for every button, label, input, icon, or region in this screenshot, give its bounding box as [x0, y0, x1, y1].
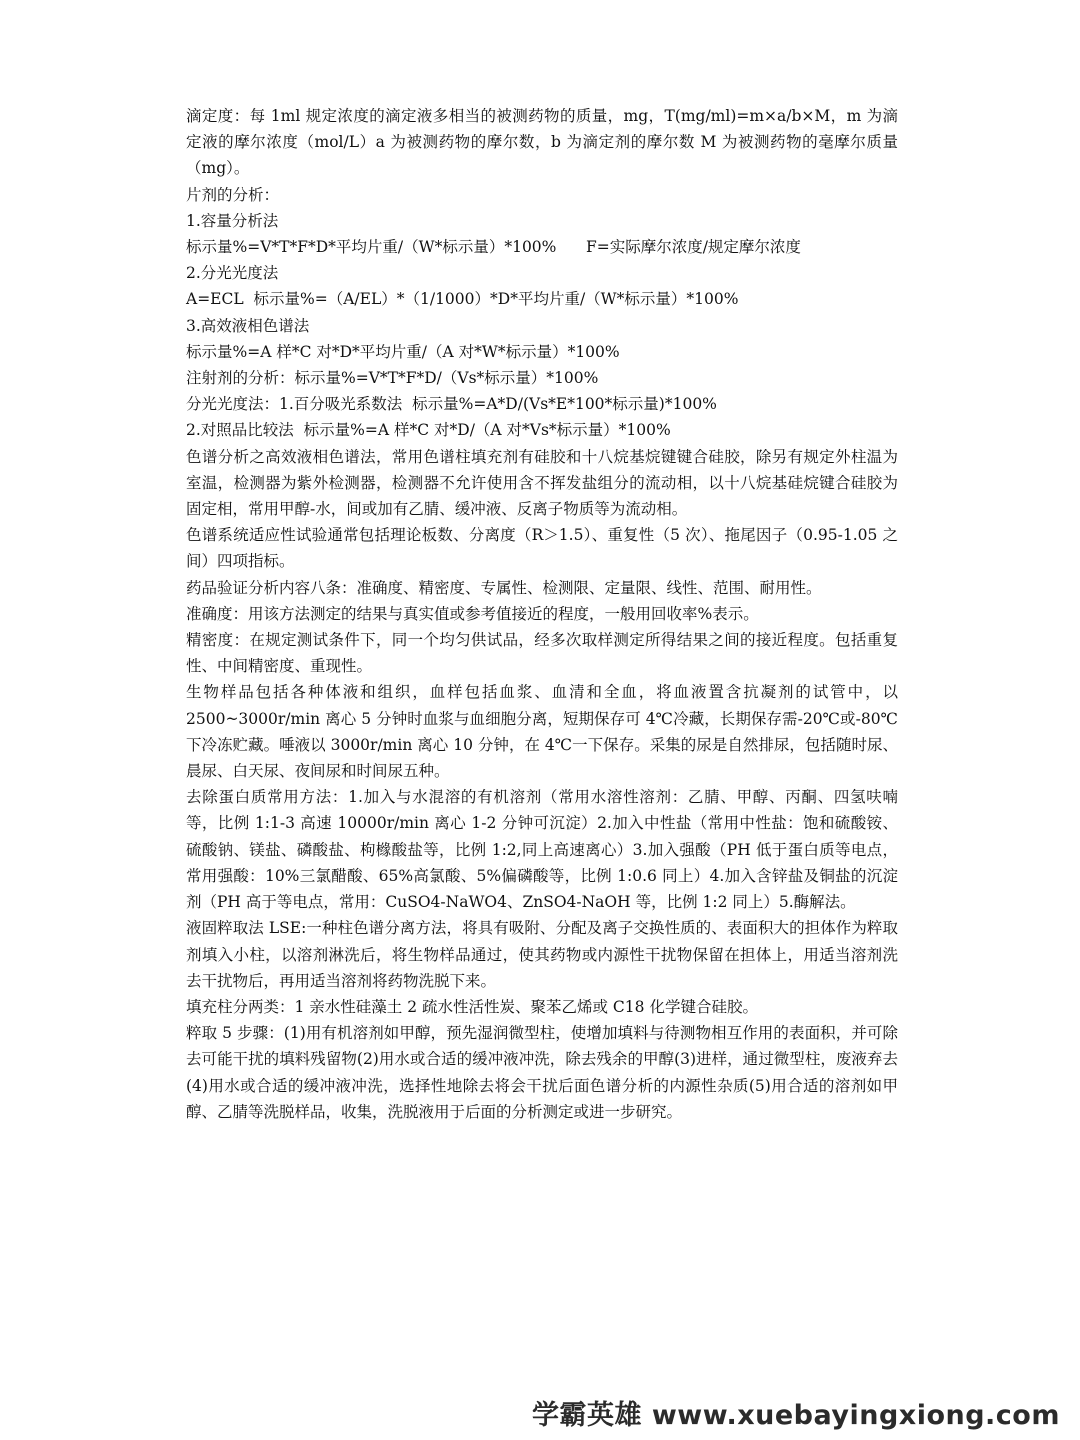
- heading-volumetric-method: 1.容量分析法: [186, 211, 279, 230]
- paragraph-absorption-coefficient: 分光光度法：1.百分吸光系数法 标示量%=A*D/(Vs*E*100*标示量)*100%: [186, 395, 717, 414]
- heading-spectrophotometry: 2.分光光度法: [186, 264, 279, 283]
- paragraph-biological-samples: 生物样品包括各种体液和组织，血样包括血浆、血清和全血，将血液置含抗凝剂的试管中，以 2500~3000r/min 离心 5 分钟时血浆与血细胞分离，短期保存可 4℃冷藏，长期保存需-20℃或-80℃下冷冻贮藏。唾液以 3000r/min 离心 10 分钟，在 4℃一下保存。采集的尿是自然排尿，包括随时尿、晨尿、白天尿、夜间尿和时间尿五种。: [186, 683, 903, 781]
- formula-spectrophotometry: A=ECL 标示量%=（A/EL）*（1/1000）*D*平均片重/（W*标示量）*100%: [186, 290, 739, 309]
- paragraph-precision: 精密度：在规定测试条件下，同一个均匀供试品，经多次取样测定所得结果之间的接近程度。包括重复性、中间精密度、重现性。: [186, 631, 898, 676]
- paragraph-injection-analysis: 注射剂的分析：标示量%=V*T*F*D/（Vs*标示量）*100%: [186, 369, 599, 388]
- paragraph-packed-columns: 填充柱分两类：1 亲水性硅藻土 2 疏水性活性炭、聚苯乙烯或 C18 化学键合硅胶。: [186, 997, 758, 1016]
- paragraph-extraction-steps: 粹取 5 步骤：(1)用有机溶剂如甲醇，预先湿润微型柱，使增加填料与待测物相互作用的表面积，并可除去可能干扰的填料残留物(2)用水或合适的缓冲液冲洗，除去残余的甲醇(3)进样，通过微型柱，废液弃去(4)用水或合适的缓冲液冲洗，选择性地除去将会干扰后面色谱分析的内源性杂质(5)用合适的溶剂如甲醇、乙腈等洗脱样品，收集，洗脱液用于后面的分析测定或进一步研究。: [186, 1024, 898, 1121]
- formula-volumetric: 标示量%=V*T*F*D*平均片重/（W*标示量）*100% F=实际摩尔浓度/规定摩尔浓度: [186, 238, 801, 257]
- paragraph-hplc-details: 色谱分析之高效液相色谱法，常用色谱柱填充剂有硅胶和十八烷基烷键键合硅胶，除另有规定外柱温为室温，检测器为紫外检测器，检测器不允许使用含不挥发盐组分的流动相，以十八烷基硅烷键合硅胶为固定相，常用甲醇-水，间或加有乙腈、缓冲液、反离子物质等为流动相。: [186, 447, 898, 519]
- paragraph-reference-comparison: 2.对照品比较法 标示量%=A 样*C 对*D/（A 对*Vs*标示量）*100%: [186, 421, 671, 440]
- paragraph-system-suitability: 色谱系统适应性试验通常包括理论板数、分离度（R＞1.5）、重复性（5 次）、拖尾因子（0.95-1.05 之间）四项指标。: [186, 526, 898, 571]
- heading-hplc: 3.高效液相色谱法: [186, 316, 310, 335]
- document-body: [186, 103, 903, 1125]
- paragraph-titration-degree: 滴定度：每 1ml 规定浓度的滴定液多相当的被测药物的质量，mg，T(mg/ml)=m×a/b×M，m 为滴定液的摩尔浓度（mol/L）a 为被测药物的摩尔数，b 为滴定剂的摩尔数 M 为被测药物的毫摩尔质量（mg）。: [186, 107, 898, 178]
- heading-tablet-analysis: 片剂的分析：: [186, 185, 280, 204]
- paragraph-protein-removal: 去除蛋白质常用方法：1.加入与水混溶的有机溶剂（常用水溶性溶剂：乙腈、甲醇、丙酮、四氢呋喃等，比例 1:1-3 高速 10000r/min 离心 1-2 分钟可沉淀）2.加入中性盐（常用中性盐：饱和硫酸铵、硫酸钠、镁盐、磷酸盐、枸橼酸盐等，比例 1:2,同上高速离心）3.加入强酸（PH 低于蛋白质等电点，常用强酸：10%三氯醋酸、65%高氯酸、5%偏磷酸等，比例 1:0.6 同上）4.加入含锌盐及铜盐的沉淀剂（PH 高于等电点，常用：CuSO4-NaWO4、ZnSO4-NaOH 等，比例 1:2 同上）5.酶解法。: [186, 788, 898, 912]
- site-watermark: 学霸英雄 www.xuebayingxiong.com: [531, 1400, 1060, 1431]
- paragraph-lse: 液固粹取法 LSE:一种柱色谱分离方法，将具有吸附、分配及离子交换性质的、表面积大的担体作为粹取剂填入小柱，以溶剂淋洗后，将生物样品通过，使其药物或内源性干扰物保留在担体上，用适当溶剂洗去干扰物后，再用适当溶剂将药物洗脱下来。: [186, 919, 898, 990]
- paragraph-validation-items: 药品验证分析内容八条：准确度、精密度、专属性、检测限、定量限、线性、范围、耐用性。: [186, 578, 822, 597]
- paragraph-accuracy: 准确度：用该方法测定的结果与真实值或参考值接近的程度，一般用回收率%表示。: [186, 604, 759, 623]
- formula-hplc: 标示量%=A 样*C 对*D*平均片重/（A 对*W*标示量）*100%: [186, 342, 620, 361]
